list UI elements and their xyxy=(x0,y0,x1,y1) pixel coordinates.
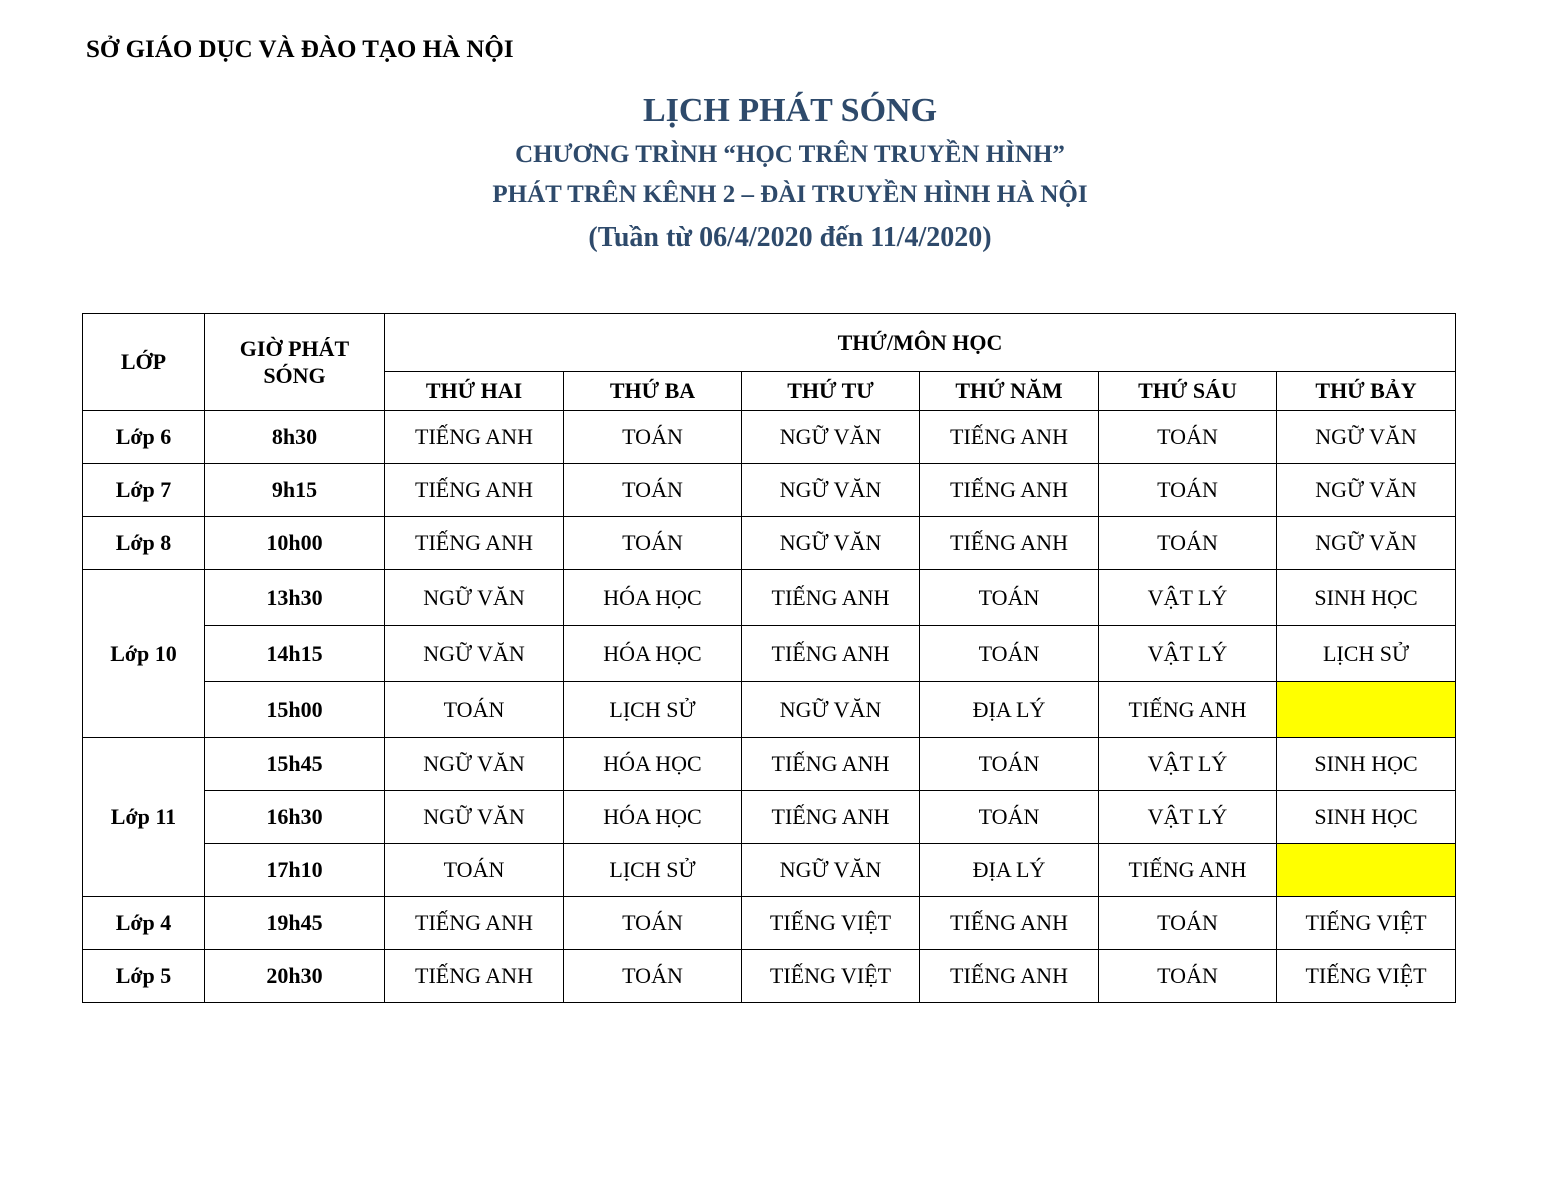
subject-cell: TOÁN xyxy=(564,897,742,950)
week-range: (Tuần từ 06/4/2020 đến 11/4/2020) xyxy=(588,222,992,253)
subject-cell: TIẾNG ANH xyxy=(1099,844,1277,897)
time-cell: 13h30 xyxy=(205,570,385,626)
subject-cell: TIẾNG ANH xyxy=(920,411,1099,464)
table-row xyxy=(83,738,1456,791)
empty-highlight-cell xyxy=(1277,844,1456,897)
class-cell: Lớp 8 xyxy=(83,517,205,570)
subject-cell: ĐỊA LÝ xyxy=(920,682,1099,738)
schedule-body xyxy=(83,411,1456,1003)
subject-cell: TIẾNG ANH xyxy=(920,897,1099,950)
table-row xyxy=(83,791,1456,844)
subject-cell: TOÁN xyxy=(1099,897,1277,950)
subject-cell: VẬT LÝ xyxy=(1099,570,1277,626)
subject-cell: NGỮ VĂN xyxy=(385,626,564,682)
subject-cell: LỊCH SỬ xyxy=(564,682,742,738)
subject-cell: NGỮ VĂN xyxy=(1277,411,1456,464)
table-row xyxy=(83,626,1456,682)
broadcast-schedule-table xyxy=(82,313,1456,1003)
subject-cell: SINH HỌC xyxy=(1277,570,1456,626)
subject-cell: LỊCH SỬ xyxy=(1277,626,1456,682)
table-row xyxy=(83,411,1456,464)
header-broadcast-time: GIỜ PHÁT SÓNG xyxy=(205,314,385,411)
class-cell: Lớp 5 xyxy=(83,950,205,1003)
subject-cell: TOÁN xyxy=(1099,411,1277,464)
subject-cell: NGỮ VĂN xyxy=(385,738,564,791)
subject-cell: NGỮ VĂN xyxy=(742,464,920,517)
subject-cell: TOÁN xyxy=(920,626,1099,682)
page-title: LỊCH PHÁT SÓNG xyxy=(642,92,938,129)
time-cell: 14h15 xyxy=(205,626,385,682)
subject-cell: VẬT LÝ xyxy=(1099,738,1277,791)
class-cell: Lớp 6 xyxy=(83,411,205,464)
table-row xyxy=(83,464,1456,517)
time-cell: 20h30 xyxy=(205,950,385,1003)
subject-cell: TOÁN xyxy=(564,411,742,464)
header-day-subject-group: THỨ/MÔN HỌC xyxy=(385,314,1456,372)
subject-cell: ĐỊA LÝ xyxy=(920,844,1099,897)
subject-cell: TIẾNG VIỆT xyxy=(1277,950,1456,1003)
time-cell: 17h10 xyxy=(205,844,385,897)
subject-cell: LỊCH SỬ xyxy=(564,844,742,897)
table-row xyxy=(83,950,1456,1003)
subject-cell: NGỮ VĂN xyxy=(742,844,920,897)
table-row xyxy=(83,570,1456,626)
subject-cell: TIẾNG ANH xyxy=(742,738,920,791)
class-cell: Lớp 11 xyxy=(83,738,205,897)
subject-cell: TOÁN xyxy=(564,464,742,517)
subject-cell: VẬT LÝ xyxy=(1099,791,1277,844)
header-monday: THỨ HAI xyxy=(385,372,564,411)
subject-cell: TOÁN xyxy=(564,517,742,570)
subject-cell: TIẾNG ANH xyxy=(920,517,1099,570)
subject-cell: TOÁN xyxy=(385,682,564,738)
subject-cell: TIẾNG ANH xyxy=(385,897,564,950)
subject-cell: TIẾNG ANH xyxy=(742,626,920,682)
subject-cell: NGỮ VĂN xyxy=(742,682,920,738)
header-saturday: THỨ BẢY xyxy=(1277,372,1456,411)
department-name: SỞ GIÁO DỤC VÀ ĐÀO TẠO HÀ NỘI xyxy=(86,36,514,63)
subject-cell: TOÁN xyxy=(920,738,1099,791)
subject-cell: TIẾNG ANH xyxy=(385,950,564,1003)
header-tuesday: THỨ BA xyxy=(564,372,742,411)
subject-cell: SINH HỌC xyxy=(1277,738,1456,791)
subject-cell: TOÁN xyxy=(1099,464,1277,517)
time-cell: 10h00 xyxy=(205,517,385,570)
class-cell: Lớp 7 xyxy=(83,464,205,517)
subject-cell: NGỮ VĂN xyxy=(385,791,564,844)
class-cell: Lớp 10 xyxy=(83,570,205,738)
subject-cell: TIẾNG ANH xyxy=(742,570,920,626)
empty-highlight-cell xyxy=(1277,682,1456,738)
time-cell: 15h45 xyxy=(205,738,385,791)
subject-cell: HÓA HỌC xyxy=(564,626,742,682)
subject-cell: TOÁN xyxy=(920,791,1099,844)
time-cell: 9h15 xyxy=(205,464,385,517)
subject-cell: TIẾNG ANH xyxy=(1099,682,1277,738)
subject-cell: TOÁN xyxy=(920,570,1099,626)
subject-cell: SINH HỌC xyxy=(1277,791,1456,844)
subject-cell: HÓA HỌC xyxy=(564,791,742,844)
time-cell: 15h00 xyxy=(205,682,385,738)
subject-cell: TIẾNG VIỆT xyxy=(742,897,920,950)
subject-cell: TOÁN xyxy=(385,844,564,897)
header-thursday: THỨ NĂM xyxy=(920,372,1099,411)
subject-cell: TIẾNG VIỆT xyxy=(1277,897,1456,950)
subject-cell: HÓA HỌC xyxy=(564,570,742,626)
program-subtitle: CHƯƠNG TRÌNH “HỌC TRÊN TRUYỀN HÌNH” xyxy=(515,141,1065,168)
subject-cell: TOÁN xyxy=(1099,950,1277,1003)
subject-cell: TIẾNG ANH xyxy=(385,517,564,570)
time-cell: 19h45 xyxy=(205,897,385,950)
subject-cell: NGỮ VĂN xyxy=(742,517,920,570)
channel-subtitle: PHÁT TRÊN KÊNH 2 – ĐÀI TRUYỀN HÌNH HÀ NỘI xyxy=(492,181,1088,208)
subject-cell: VẬT LÝ xyxy=(1099,626,1277,682)
subject-cell: TIẾNG ANH xyxy=(742,791,920,844)
table-row xyxy=(83,844,1456,897)
subject-cell: NGỮ VĂN xyxy=(1277,464,1456,517)
subject-cell: TIẾNG ANH xyxy=(385,464,564,517)
class-cell: Lớp 4 xyxy=(83,897,205,950)
subject-cell: NGỮ VĂN xyxy=(385,570,564,626)
subject-cell: TIẾNG ANH xyxy=(385,411,564,464)
subject-cell: TIẾNG ANH xyxy=(920,464,1099,517)
header-class: LỚP xyxy=(83,314,205,411)
subject-cell: HÓA HỌC xyxy=(564,738,742,791)
time-cell: 16h30 xyxy=(205,791,385,844)
header-friday: THỨ SÁU xyxy=(1099,372,1277,411)
subject-cell: TIẾNG VIỆT xyxy=(742,950,920,1003)
table-row xyxy=(83,897,1456,950)
subject-cell: TOÁN xyxy=(564,950,742,1003)
subject-cell: TIẾNG ANH xyxy=(920,950,1099,1003)
subject-cell: NGỮ VĂN xyxy=(1277,517,1456,570)
table-row xyxy=(83,682,1456,738)
table-row xyxy=(83,517,1456,570)
subject-cell: TOÁN xyxy=(1099,517,1277,570)
subject-cell: NGỮ VĂN xyxy=(742,411,920,464)
time-cell: 8h30 xyxy=(205,411,385,464)
document-titles xyxy=(0,88,1553,261)
header-wednesday: THỨ TƯ xyxy=(742,372,920,411)
